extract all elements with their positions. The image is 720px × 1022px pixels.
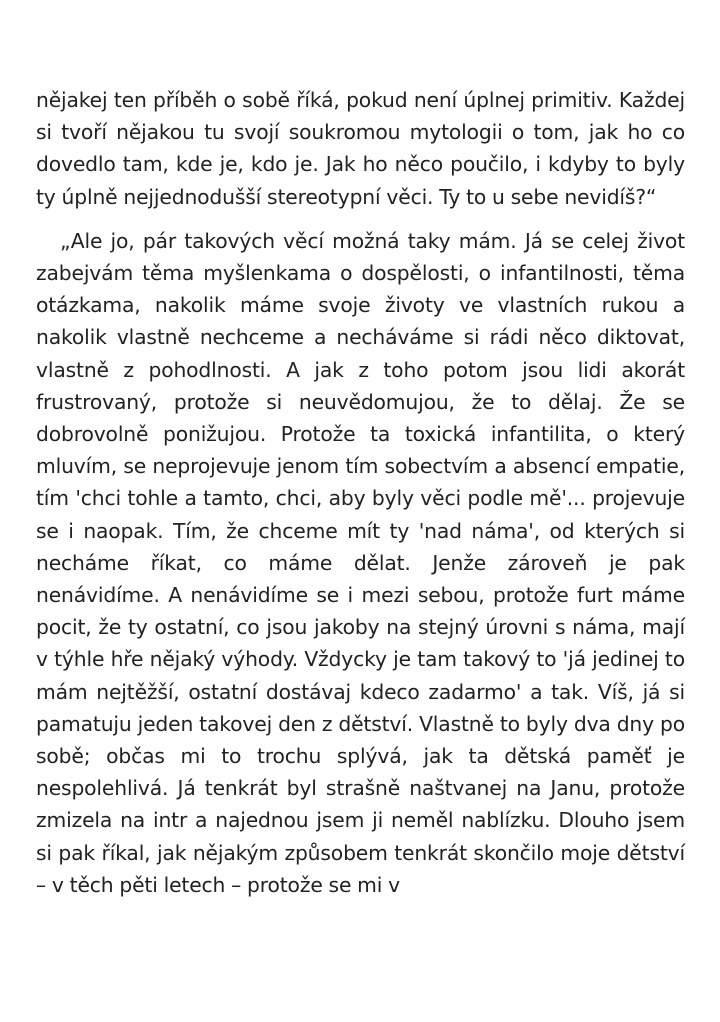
paragraph-dialogue: „Ale jo, pár takových věcí možná taky mám. Já se celej život zabejvám těma myšlenkama o dospělosti, o infantilnosti, těma otázkama, nakolik máme svoje životy ve vlastních rukou a nakolik vlastně nechceme a necháváme si rádi něco diktovat, vlastně z pohodlnosti. A jak z toho potom jsou lidi akorát frustrovaný, protože si neuvědomujou, že to dělaj. Že se dobrovolně ponižujou. Protože ta toxická infantilita, o který mluvím, se neprojevuje jenom tím sobectvím a absencí empatie, tím 'chci tohle a tamto, chci, aby byly věci podle mě'... projevuje se i naopak. Tím, že chceme mít ty 'nad náma', od kterých si necháme říkat, co máme dělat. Jenže zároveň je pak nenávidíme. A nenávidíme se i mezi sebou, protože furt máme pocit, že ty ostatní, co jsou jakoby na stejný úrovni s náma, mají v týhle hře nějaký výhody. Vždycky je tam takový to 'já jedinej to mám nejtěžší, ostatní dostávaj kdeco zadarmo' a tak. Víš, já si pamatuju jeden takovej den z dětství. Vlastně to byly dva dny po sobě; občas mi to trochu splývá, jak ta dětská paměť je nespolehlivá. Já tenkrát byl strašně naštvanej na Janu, protože zmizela na intr a najednou jsem ji neměl nablízku. Dlouho jsem si pak říkal, jak nějakým způsobem tenkrát skončilo moje dětství – v těch pěti letech – protože se mi v [36,228,685,897]
book-page [36,84,685,901]
paragraph-continuation: nějakej ten příběh o sobě říká, pokud není úplnej primitiv. Každej si tvoří nějakou tu svojí soukromou mytologii o tom, jak ho co dovedlo tam, kde je, kdo je. Jak ho něco poučilo, i kdyby to byly ty úplně nejjednodušší stereotypní věci. Ty to u sebe nevidíš?“ [36,88,685,209]
